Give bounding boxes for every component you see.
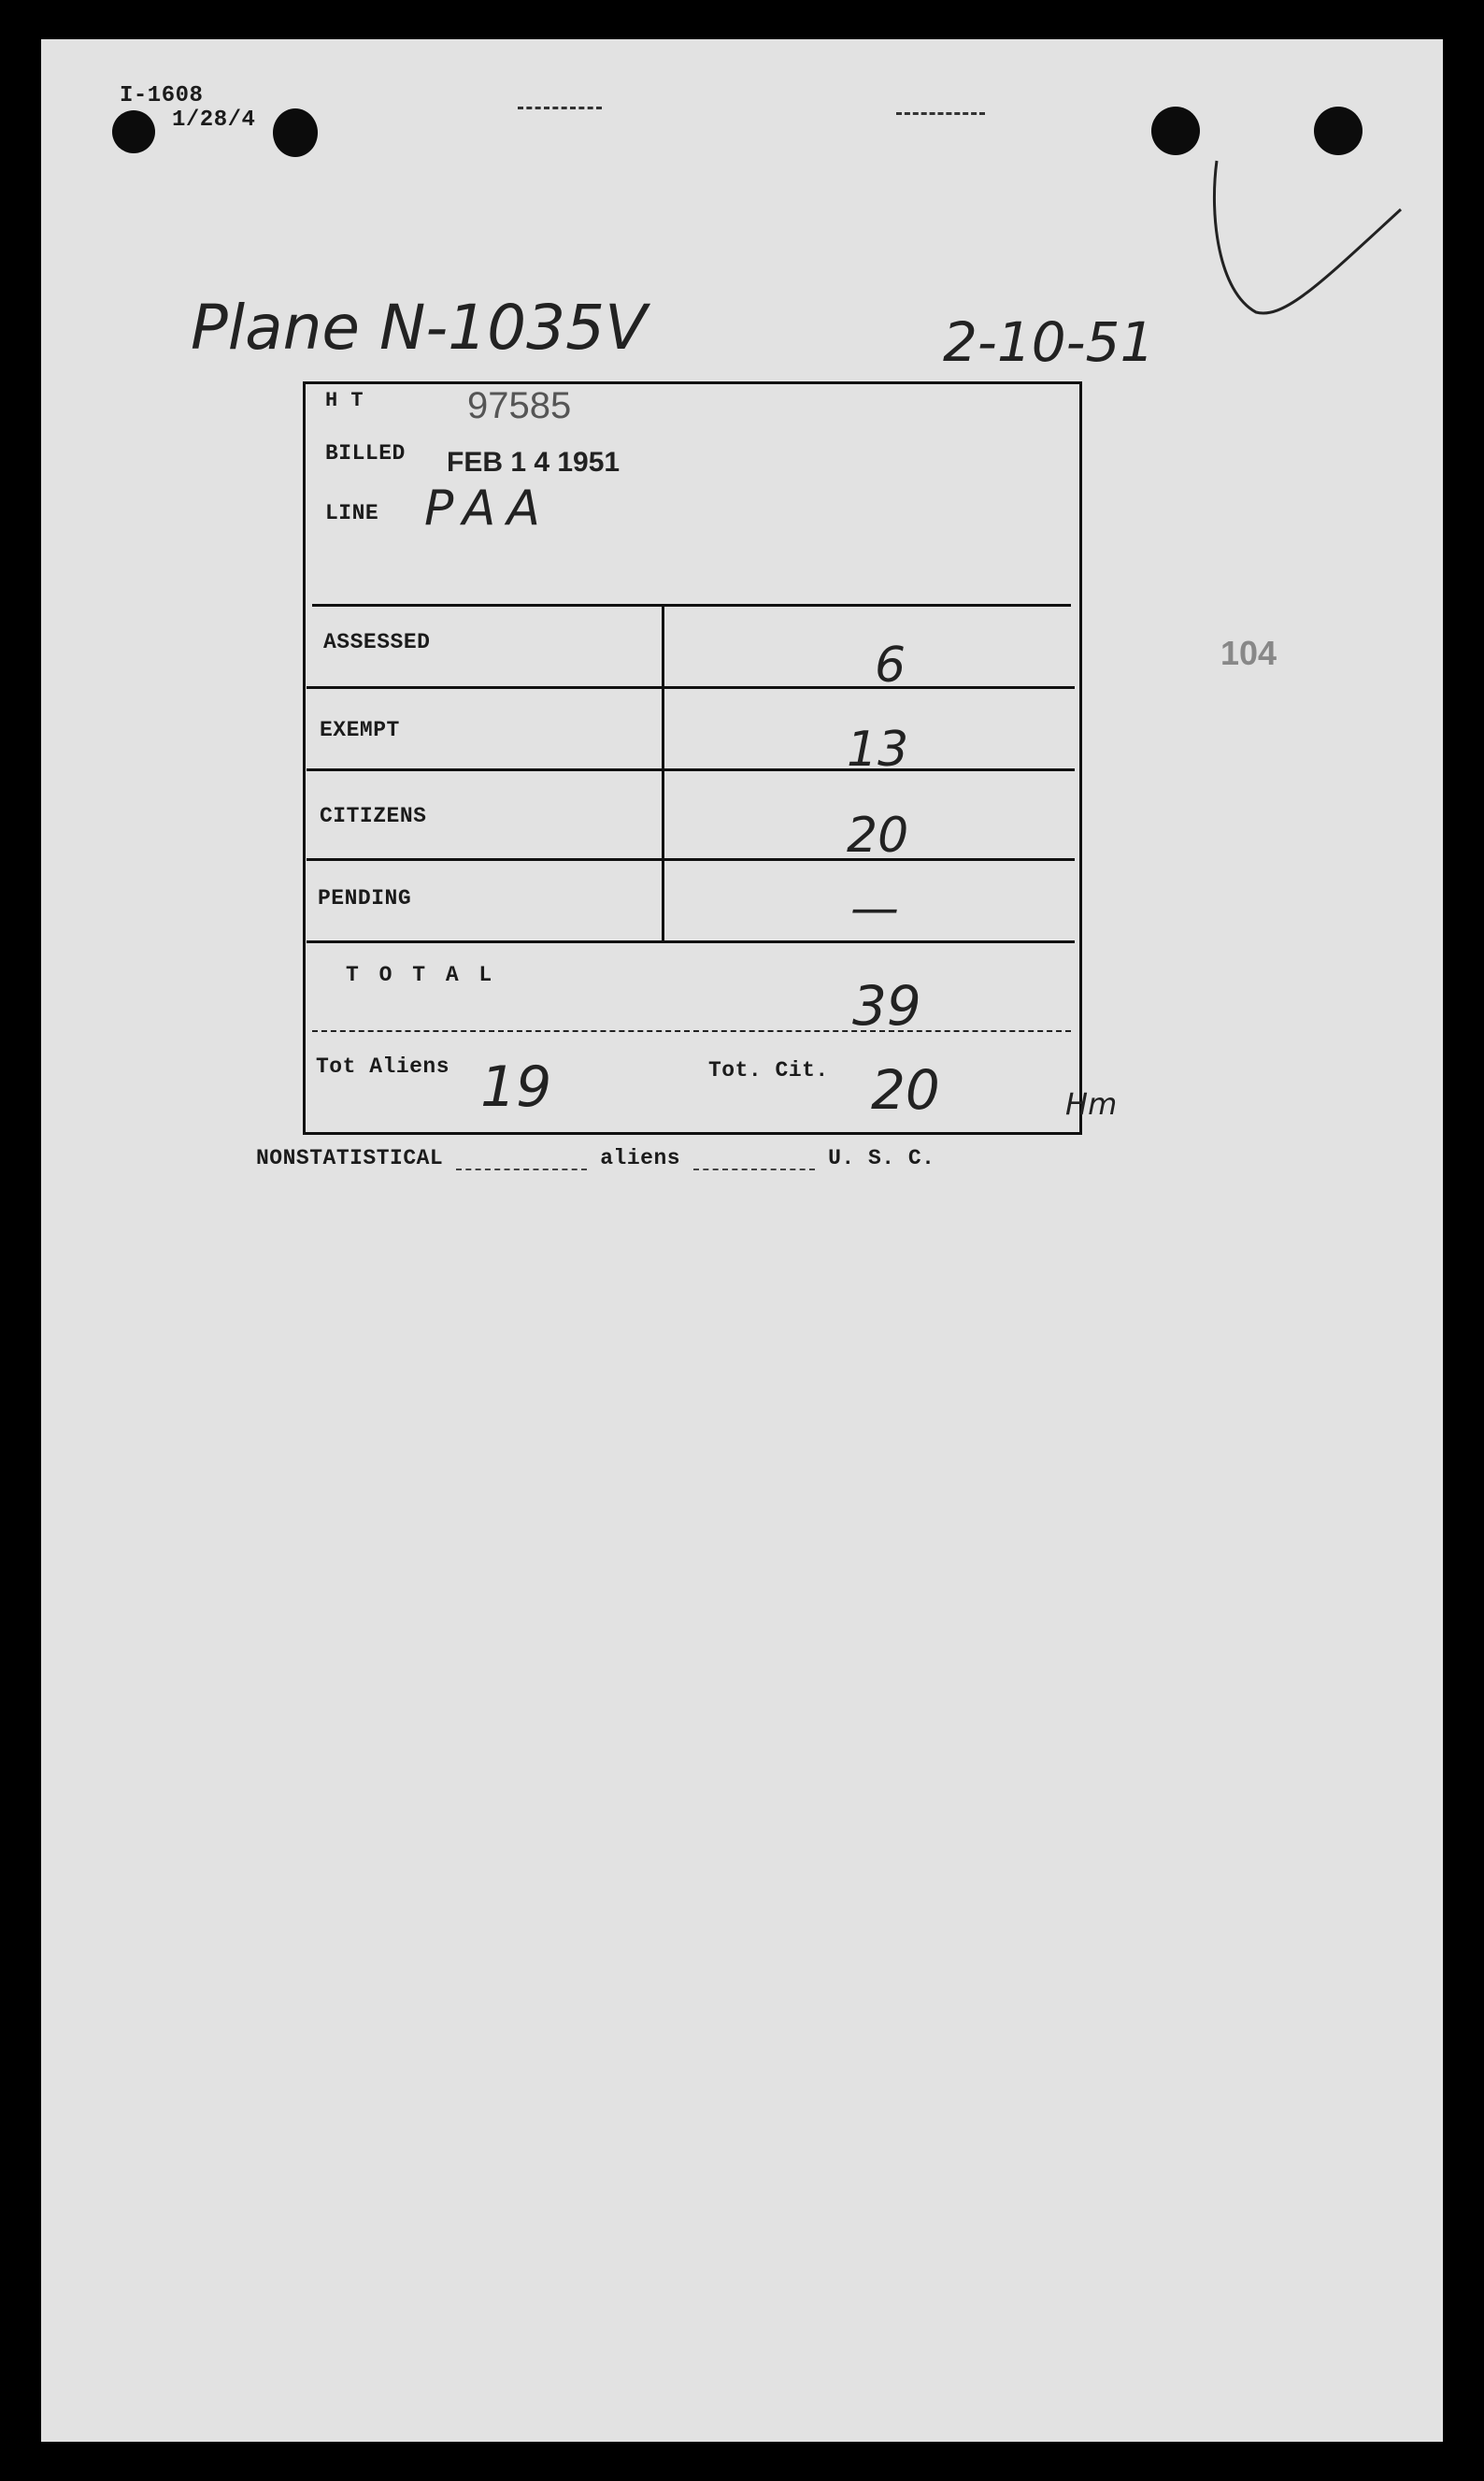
punch-hole-right-2 xyxy=(1314,107,1363,155)
handwritten-date: 2-10-51 xyxy=(943,310,1155,374)
nonstatistical-aliens-blank xyxy=(456,1169,587,1170)
rule-row-1 xyxy=(307,686,1075,689)
rule-header xyxy=(312,604,1071,607)
nonstatistical-aliens-label: aliens xyxy=(600,1146,681,1170)
document-page xyxy=(41,39,1443,2442)
nonstatistical-line xyxy=(256,1146,935,1170)
handwritten-initials: Hm xyxy=(1065,1086,1118,1122)
row-label-citizens: CITIZENS xyxy=(320,804,427,828)
line-label: LINE xyxy=(325,501,379,525)
rule-total xyxy=(312,1030,1071,1032)
row-value-pending: — xyxy=(850,881,899,937)
row-label-assessed: ASSESSED xyxy=(323,630,431,654)
form-number-text: I-1608 xyxy=(120,83,204,108)
rule-row-4 xyxy=(307,940,1075,943)
line-value: PAA xyxy=(424,480,551,537)
row-value-assessed: 6 xyxy=(875,638,906,694)
column-divider xyxy=(662,606,664,940)
nonstatistical-usc-label: U. S. C. xyxy=(828,1146,935,1170)
nonstatistical-usc-blank xyxy=(693,1169,815,1170)
billed-value: FEB 1 4 1951 xyxy=(447,447,621,478)
total-value: 39 xyxy=(852,974,921,1038)
summary-box xyxy=(303,381,1082,1135)
row-label-exempt: EXEMPT xyxy=(320,718,400,742)
punch-hole-left-2 xyxy=(273,108,318,157)
rule-row-3 xyxy=(307,858,1075,861)
punch-hole-left-1 xyxy=(112,110,155,153)
row-label-pending: PENDING xyxy=(318,886,412,911)
tot-aliens-label: Tot Aliens xyxy=(316,1054,450,1079)
ht-label: H T xyxy=(325,389,364,412)
tot-cit-label: Tot. Cit. xyxy=(708,1058,829,1083)
billed-label: BILLED xyxy=(325,441,406,466)
rule-row-2 xyxy=(307,768,1075,771)
top-mark-left xyxy=(518,107,602,109)
page-number: 104 xyxy=(1220,634,1277,672)
handwritten-plane: Plane N-1035V xyxy=(191,292,648,364)
tot-aliens-value: 19 xyxy=(480,1054,552,1120)
check-mark xyxy=(1209,151,1415,357)
total-label: T O T A L xyxy=(346,963,496,987)
nonstatistical-label: NONSTATISTICAL xyxy=(256,1146,444,1170)
tot-cit-value: 20 xyxy=(871,1058,940,1122)
ht-value: 97585 xyxy=(467,385,572,426)
form-rev-text: 1/28/4 xyxy=(172,108,256,133)
punch-hole-right-1 xyxy=(1151,107,1200,155)
top-mark-right xyxy=(896,112,985,115)
row-value-exempt: 13 xyxy=(847,722,909,778)
row-value-citizens: 20 xyxy=(847,808,909,864)
